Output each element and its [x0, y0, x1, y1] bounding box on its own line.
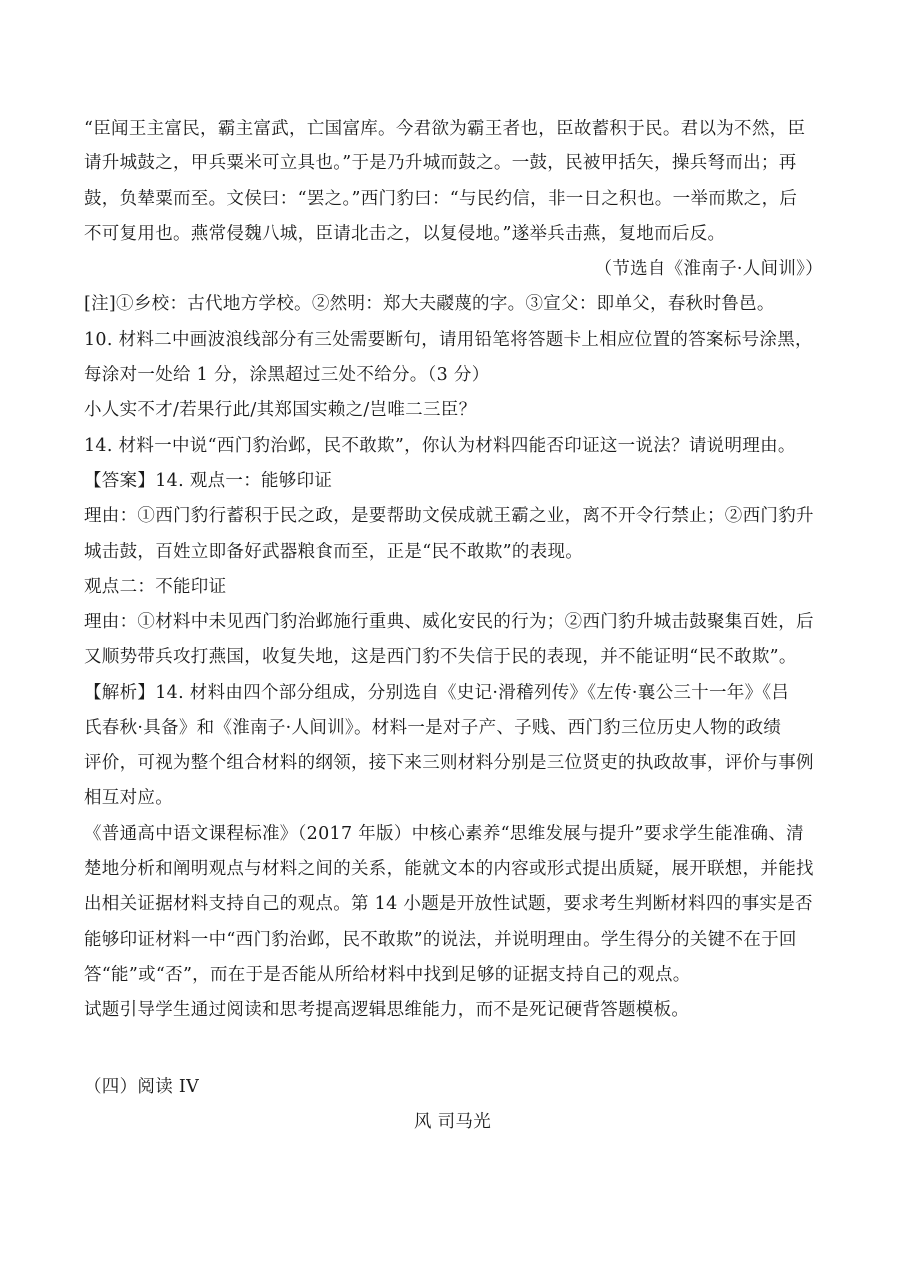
standard-paragraph: 答“能”或“否”，而在于是否能从所给材料中找到足够的证据支持自己的观点。 [84, 965, 691, 985]
answer-heading: 【答案】14. 观点一：能够印证 [84, 471, 333, 491]
annotation-note: [注]①乡校：古代地方学校。②然明：郑大夫鬷蔑的字。③宣父：即单父，春秋时鲁邑。 [84, 294, 775, 314]
reason-two: 理由：①材料中未见西门豹治邺施行重典、威化安民的行为；②西门豹升城击鼓聚集百姓，后 [84, 612, 814, 632]
passage-line: 请升城鼓之，甲兵粟米可立具也。”于是乃升城而鼓之。一鼓，民被甲括矢，操兵弩而出；再 [84, 153, 797, 173]
standard-paragraph: 出相关证据材料支持自己的观点。第 14 小题是开放性试题，要求考生判断材料四的事实是否 [84, 894, 813, 914]
standard-paragraph: 《普通高中语文课程标准》（2017 年版）中核心素养“思维发展与提升”要求学生能准确、清 [84, 824, 804, 844]
passage-line: 不可复用也。燕常侵魏八城，臣请北击之，以复侵地。”遂举兵击燕，复地而后反。 [84, 224, 726, 244]
guidance-line: 试题引导学生通过阅读和思考提高逻辑思维能力，而不是死记硬背答题模板。 [84, 1000, 690, 1020]
standard-paragraph: 楚地分析和阐明观点与材料之间的关系，能就文本的内容或形式提出质疑，展开联想，并能找 [84, 859, 814, 879]
passage-line: “臣闻王主富民，霸主富武，亡国富库。今君欲为霸王者也，臣故蓄积于民。君以为不然，臣 [84, 119, 806, 139]
reason-one: 理由：①西门豹行蓄积于民之政，是要帮助文侯成就王霸之业，离不开令行禁止；②西门豹升 [84, 506, 814, 526]
analysis: 氏春秋·具备》和《淮南子·人间训》。材料一是对子产、子贱、西门豹三位历史人物的政绩 [84, 718, 782, 738]
question-14: 14. 材料一中说“西门豹治邺，民不敢欺”，你认为材料四能否印证这一说法？请说明理由。 [84, 436, 796, 456]
analysis: 相互对应。 [84, 788, 173, 808]
reason-two: 又顺势带兵攻打燕国，收复失地，这是西门豹不失信于民的表现，并不能证明“民不敢欺”。 [84, 647, 797, 667]
analysis: 【解析】14. 材料由四个部分组成，分别选自《史记·滑稽列传》《左传·襄公三十一年》《吕 [84, 683, 790, 703]
question-10: 10. 材料二中画波浪线部分有三处需要断句，请用铅笔将答题卡上相应位置的答案标号涂黑， [84, 330, 813, 350]
source-citation: （节选自《淮南子·人间训》） [594, 259, 823, 279]
poem-title: 风 司马光 [413, 1112, 492, 1132]
section-heading: （四）阅读 IV [84, 1077, 200, 1097]
question-10: 每涂对一处给 1 分，涂黑超过三处不给分。（3 分） [84, 365, 490, 385]
analysis: 评价，可视为整个组合材料的纲领，接下来三则材料分别是三位贤吏的执政故事，评价与事例 [84, 753, 814, 773]
question-10-answer: 小人实不才/若果行此/其郑国实赖之/岂唯二三臣？ [84, 400, 477, 420]
reason-one: 城击鼓，百姓立即备好武器粮食而至，正是“民不敢欺”的表现。 [84, 542, 584, 562]
standard-paragraph: 能够印证材料一中“西门豹治邺，民不敢欺”的说法，并说明理由。学生得分的关键不在于回 [84, 930, 797, 950]
passage-line: 鼓，负辇粟而至。文侯曰：“罢之。”西门豹曰：“与民约信，非一日之积也。一举而欺之，后 [84, 189, 798, 209]
view-two: 观点二：不能印证 [84, 577, 227, 597]
